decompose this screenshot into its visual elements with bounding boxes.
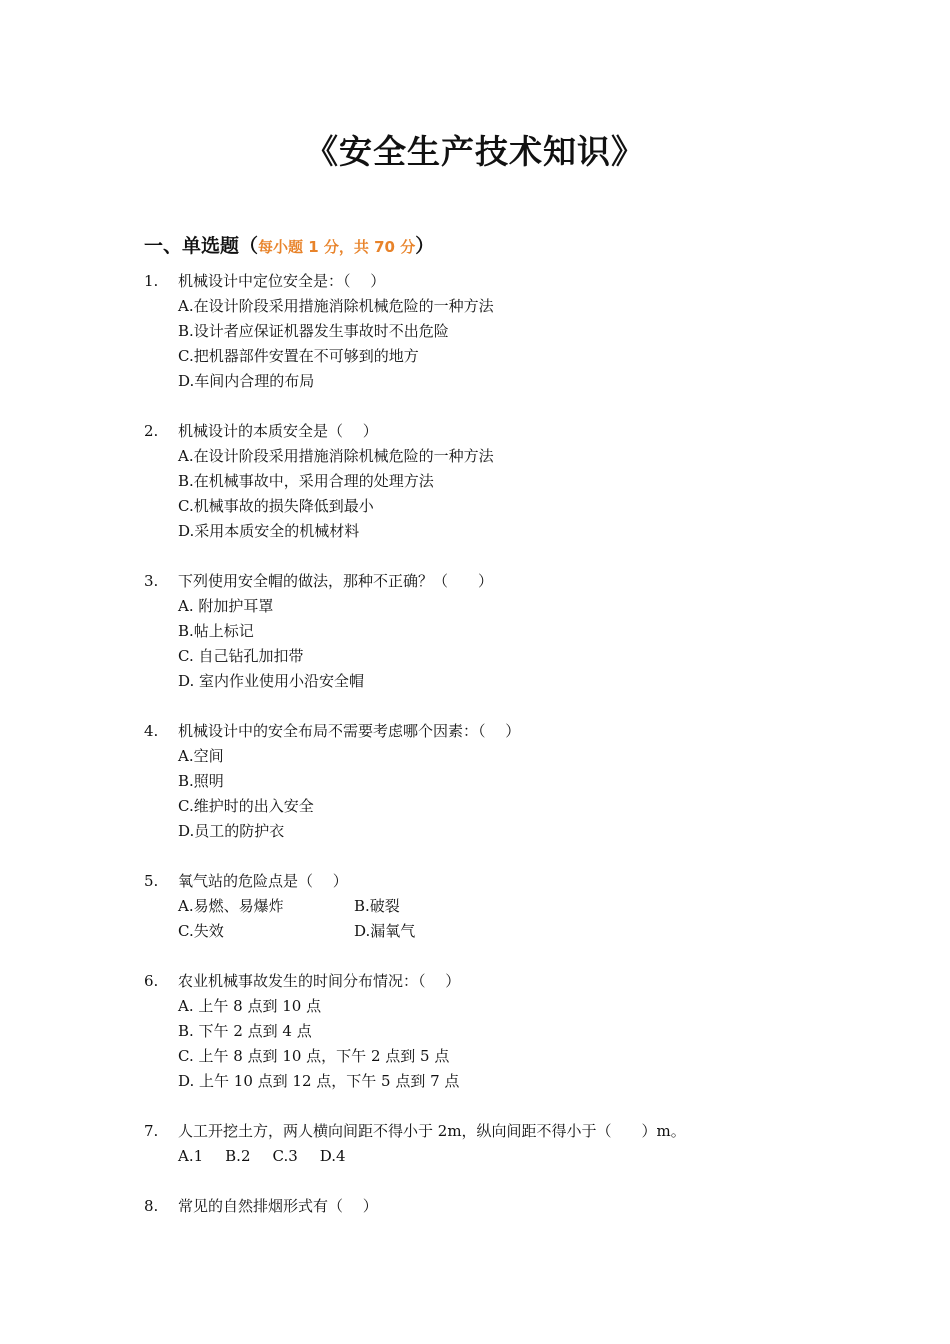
option-a: A. 上午 8 点到 10 点: [178, 997, 322, 1015]
option-c: C. 上午 8 点到 10 点，下午 2 点到 5 点: [178, 1047, 450, 1065]
option-d: D.采用本质安全的机械材料: [178, 522, 360, 540]
section-heading-close: ）: [415, 235, 435, 257]
option-a: A.在设计阶段采用措施消除机械危险的一种方法: [178, 447, 494, 465]
option-d: D.漏氧气: [354, 922, 416, 940]
question-text: 人工开挖土方，两人横向间距不得小于 2m，纵向间距不得小于（ ）m。: [178, 1122, 686, 1140]
option-b: B.在机械事故中，采用合理的处理方法: [178, 472, 434, 490]
option-b: B.帖上标记: [178, 622, 254, 640]
option-b: B. 下午 2 点到 4 点: [178, 1022, 312, 1040]
option-c: C.失效: [178, 922, 224, 940]
option-b: B.设计者应保证机器发生事故时不出危险: [178, 322, 449, 340]
question-stem: [144, 1194, 844, 1219]
option-d: D. 室内作业使用小沿安全帽: [178, 672, 365, 690]
question-stem: [144, 1119, 844, 1144]
option-row: [144, 1144, 844, 1169]
section-score-note: 每小题 1 分，共 70 分: [258, 238, 416, 256]
question-number: 4.: [144, 722, 159, 740]
question-4: [144, 719, 844, 844]
option-a: A.空间: [178, 747, 224, 765]
option-b: B.破裂: [354, 897, 400, 915]
question-3: [144, 569, 844, 694]
option-a: A.在设计阶段采用措施消除机械危险的一种方法: [178, 297, 494, 315]
option-d: D.员工的防护衣: [178, 822, 285, 840]
question-text: 常见的自然排烟形式有（ ）: [178, 1197, 378, 1215]
document-title: 《安全生产技术知识》: [305, 132, 645, 171]
section-heading: [144, 230, 434, 263]
question-5: [144, 869, 844, 944]
question-text: 机械设计中的安全布局不需要考虑哪个因素：（ ）: [178, 722, 521, 740]
question-stem: [144, 569, 844, 594]
question-stem: [144, 719, 844, 744]
question-text: 机械设计的本质安全是（ ）: [178, 422, 378, 440]
question-text: 氧气站的危险点是（ ）: [178, 872, 348, 890]
question-number: 3.: [144, 572, 159, 590]
question-2: [144, 419, 844, 544]
option-a: A.易燃、易爆炸: [178, 897, 284, 915]
question-8: [144, 1194, 844, 1219]
option-c: C.把机器部件安置在不可够到的地方: [178, 347, 419, 365]
question-text: 下列使用安全帽的做法，那种不正确？（ ）: [178, 572, 494, 590]
question-stem: [144, 419, 844, 444]
question-number: 1.: [144, 272, 159, 290]
question-number: 2.: [144, 422, 159, 440]
question-list: [144, 269, 844, 1244]
question-text: 机械设计中定位安全是：（ ）: [178, 272, 386, 290]
question-number: 8.: [144, 1197, 159, 1215]
question-number: 5.: [144, 872, 159, 890]
question-1: [144, 269, 844, 394]
section-heading-text: 一、单选题（: [144, 235, 259, 257]
option-a: A. 附加护耳罩: [178, 597, 274, 615]
option-d: D.4: [319, 1147, 346, 1165]
option-c: C. 自己钻孔加扣带: [178, 647, 304, 665]
question-text: 农业机械事故发生的时间分布情况：（ ）: [178, 972, 461, 990]
option-a: A.1: [178, 1147, 204, 1165]
question-7: [144, 1119, 844, 1169]
question-stem: [144, 969, 844, 994]
option-b: B.2: [225, 1147, 251, 1165]
option-d: D. 上午 10 点到 12 点，下午 5 点到 7 点: [178, 1072, 460, 1090]
option-grid: [144, 894, 844, 944]
question-6: [144, 969, 844, 1094]
question-stem: [144, 869, 844, 894]
option-c: C.机械事故的损失降低到最小: [178, 497, 374, 515]
option-b: B.照明: [178, 772, 224, 790]
option-c: C.3: [272, 1147, 298, 1165]
question-stem: [144, 269, 844, 294]
question-number: 7.: [144, 1122, 159, 1140]
option-d: D.车间内合理的布局: [178, 372, 315, 390]
option-c: C.维护时的出入安全: [178, 797, 314, 815]
question-number: 6.: [144, 972, 159, 990]
